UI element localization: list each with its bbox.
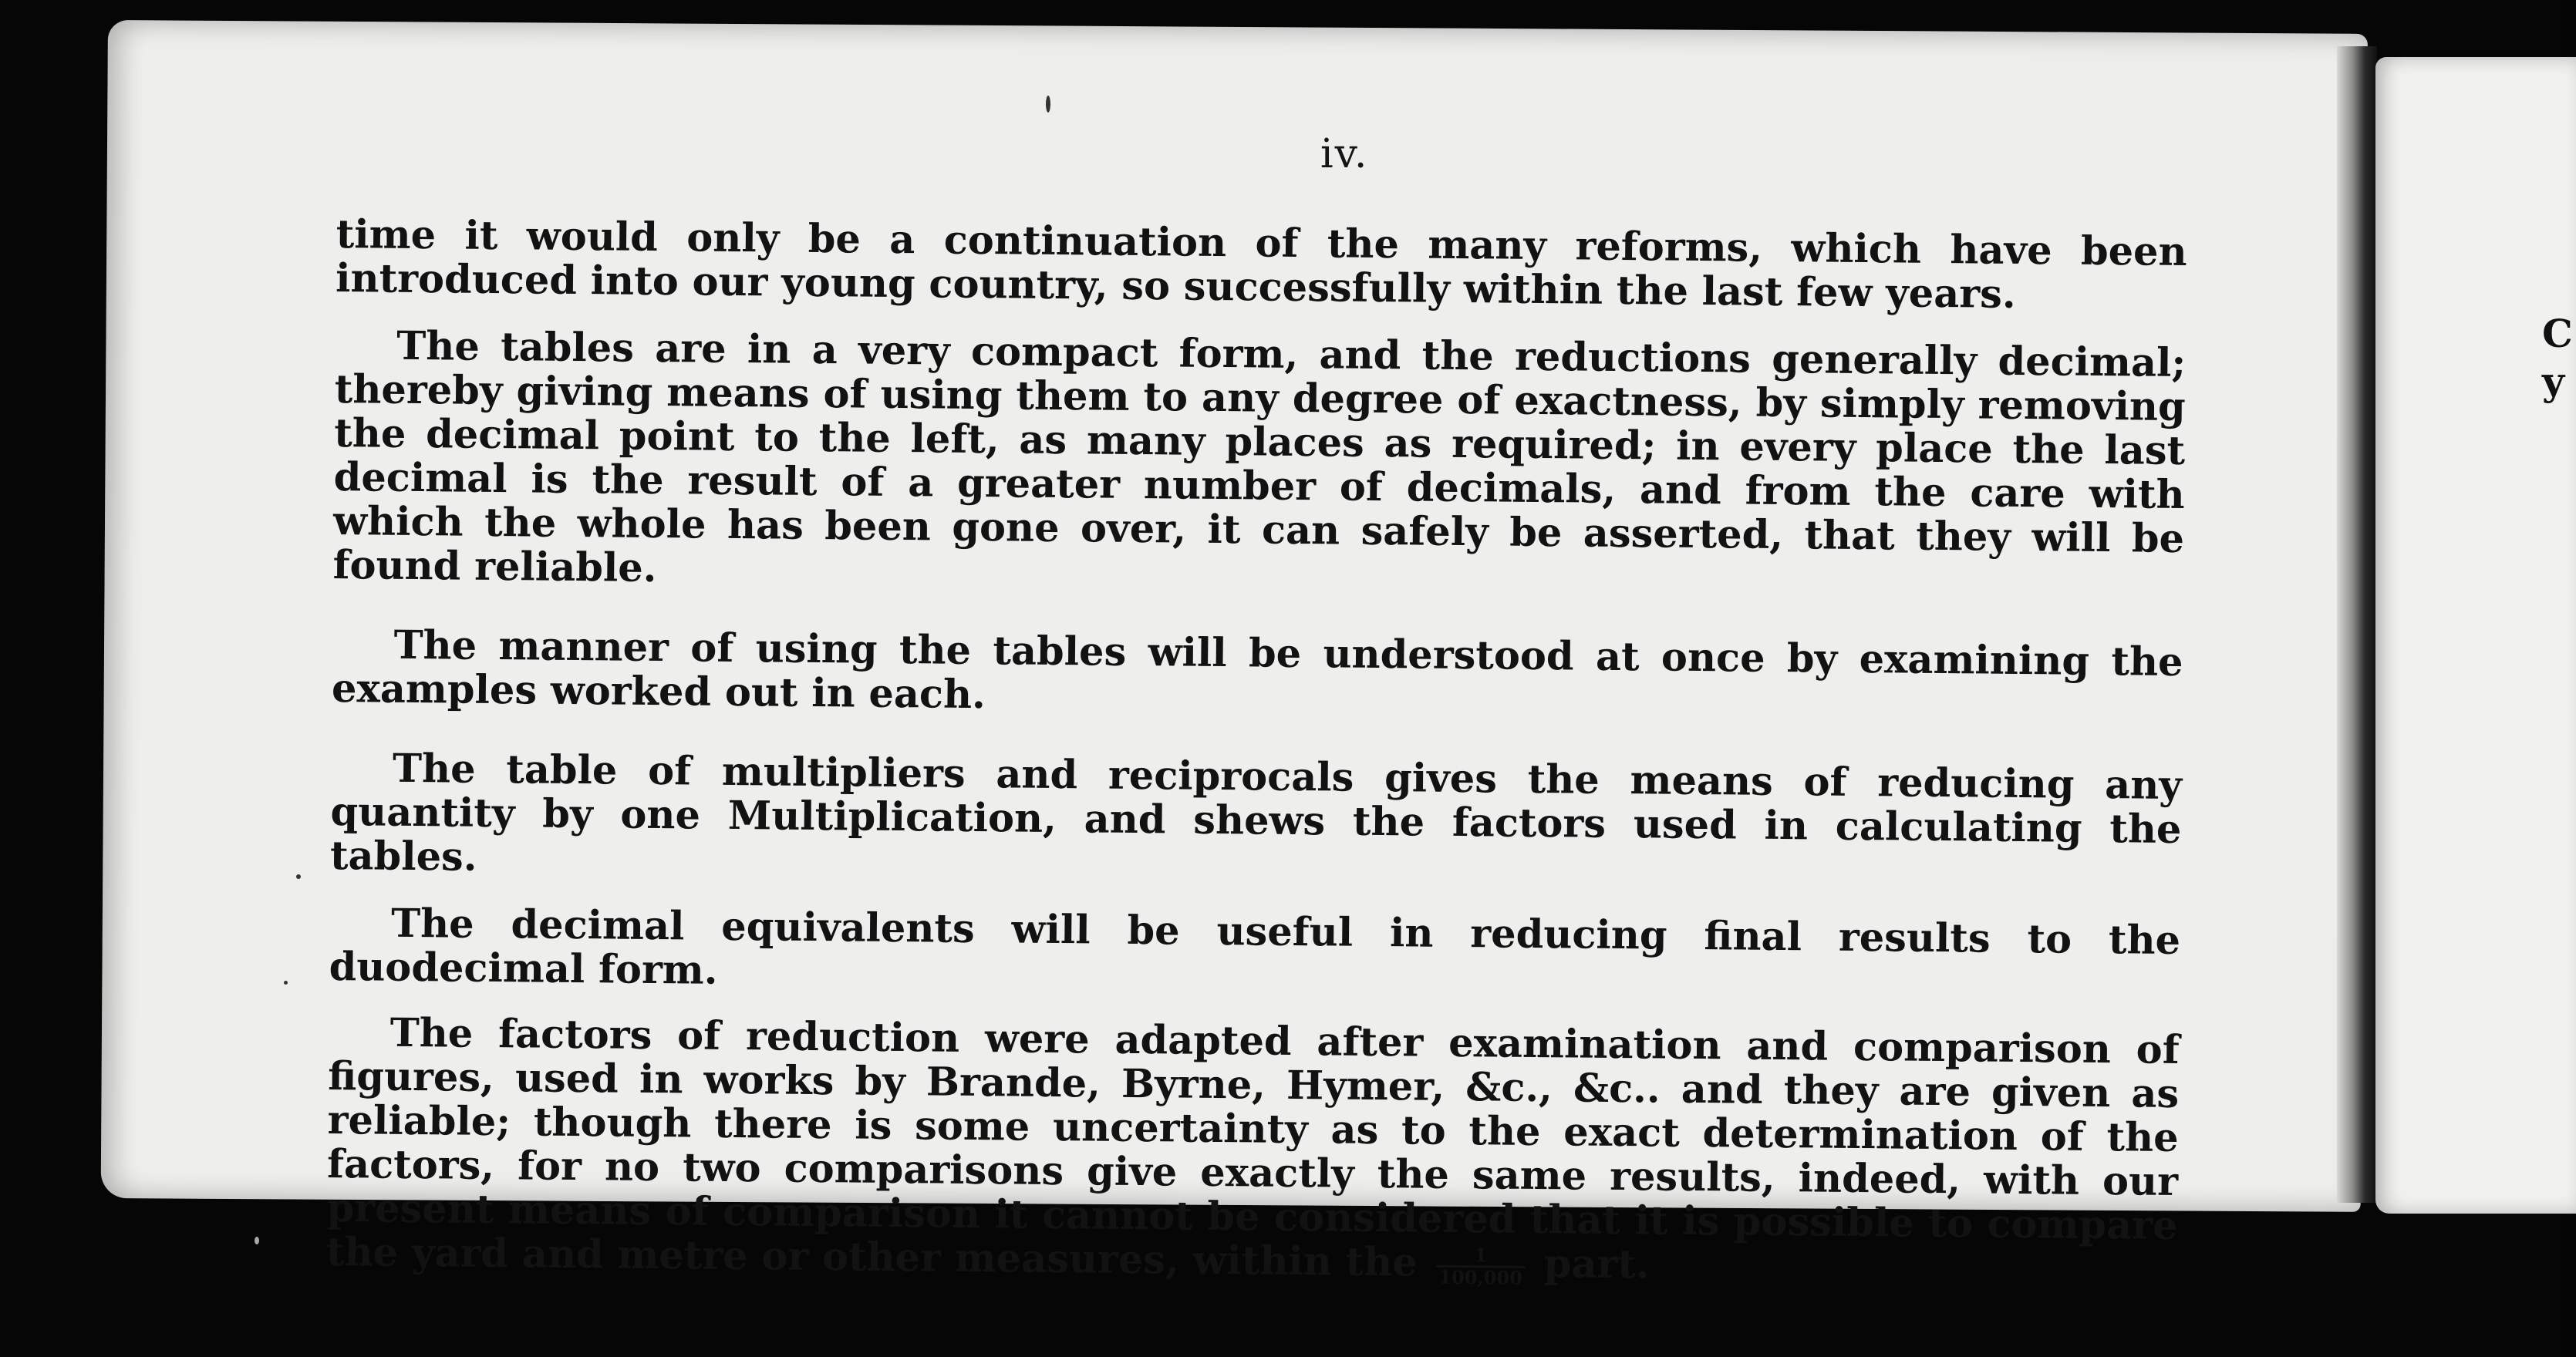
page-gutter: [2337, 46, 2377, 1203]
page-number: iv.: [1320, 131, 1369, 177]
paragraph-factors-of-reduction: [326, 1011, 2180, 1295]
paragraph-text-end: part.: [1543, 1241, 1650, 1288]
paragraph-multipliers: The table of multipliers and reciprocals gives the means of reducing any quantity by one Multiplication, and shews the factors used in calculating the tables.: [329, 745, 2183, 881]
paragraph-continuation: time it would only be a continuation of the many reforms, which have been introduced into our young country, so successfully within the last few years.: [335, 211, 2187, 318]
paragraph-using-tables: The manner of using the tables will be understood at once by examining the examples worked out in each.: [331, 621, 2183, 719]
paragraph-decimal-equivalents: The decimal equivalents will be useful in reducing final results to the duodecimal form.: [329, 900, 2181, 994]
paragraph-text: The factors of reduction were adapted after examination and comparison of figures, used in works by Brande, Byrne, Hymer, &c., &c.. and they are given as reliable; though there is some uncertainty as to the exact determination of the factors, for no two comparisons give exactly the same results, indeed, with our present means of comparison it cannot be considered that it is possible to compare the yard and metre or other measures, within the: [325, 1009, 2180, 1286]
scan-speck: [255, 1237, 259, 1244]
adjacent-page: [2375, 57, 2576, 1214]
scan-speck: [1046, 96, 1050, 113]
fraction: [1435, 1244, 1526, 1288]
adjacent-page-text-fragment: C: [2542, 311, 2573, 356]
scan-speck: [284, 981, 288, 985]
page-body-text: [326, 213, 2187, 1294]
fraction-numerator: 1: [1435, 1244, 1526, 1268]
paragraph-tables-form: The tables are in a very compact form, and the reductions generally decimal; thereby giving means of using them to any degree of exactness, by simply removing the decimal point to the left, as many places as required; in every place the last decimal is the result of a greater number of decimals, and from the care with which the whole has been gone over, it can safely be asserted, that they will be found reliable.: [332, 322, 2187, 592]
fraction-denominator: 100,000: [1438, 1265, 1523, 1289]
scan-speck: [296, 874, 301, 879]
adjacent-page-text-fragment: y: [2542, 359, 2565, 404]
